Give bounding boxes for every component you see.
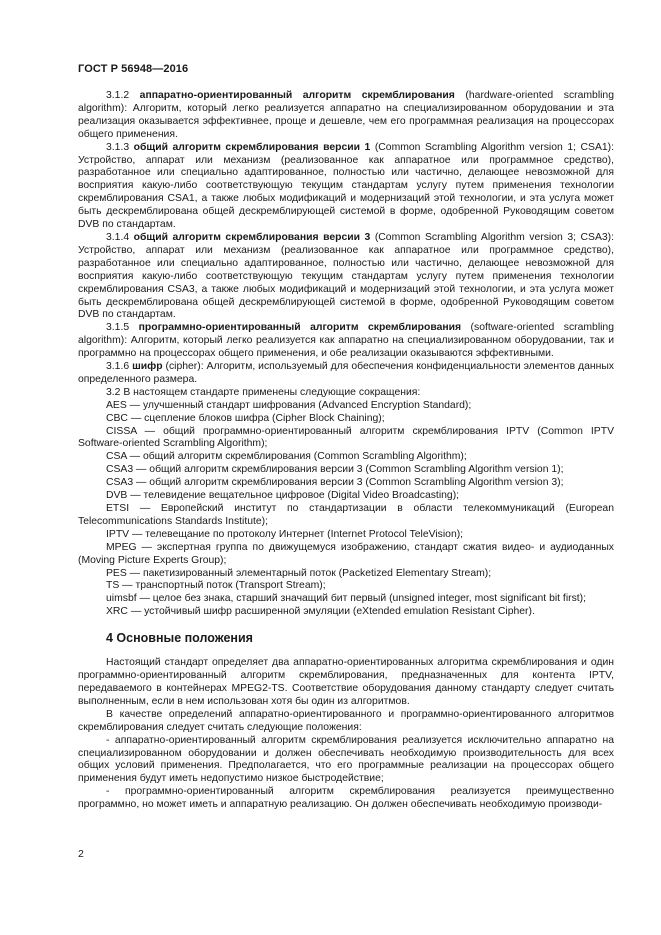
definition-term: общий алгоритм скремблирования версии 3 bbox=[133, 231, 371, 243]
abbreviations-intro: 3.2 В настоящем стандарте применены следующие сокращения: bbox=[106, 386, 421, 398]
abbreviation-item: PES — пакетизированный элементарный поток (Packetized Elementary Stream); bbox=[106, 567, 492, 579]
definition-term: программно-ориентированный алгоритм скремблирования bbox=[138, 322, 462, 334]
abbreviation-item: uimsbf — целое без знака, старший значащий бит первый (unsigned integer, most significant bit first); bbox=[106, 593, 587, 605]
abbreviation-item: ETSI — Европейский институт по стандартизации в области телекоммуникаций (European Telecommunications Standards Institute); bbox=[78, 503, 614, 527]
paragraph: - программно-ориентированный алгоритм скремблирования реализуется преимущественно программно, но может иметь и аппаратную реализацию. Он должен обеспечивать необходимую производи- bbox=[78, 786, 614, 811]
abbreviation-item: MPEG — экспертная группа по движущемуся изображению, стандарт сжатия видео- и аудиоданных (Moving Picture Experts Group); bbox=[78, 541, 614, 566]
definition-term: аппаратно-ориентированный алгоритм скремблирования bbox=[139, 90, 455, 101]
definition-3-1-4: 3.1.4 общий алгоритм скремблирования версии 3 (Common Scrambling Algorithm version 3; CSA3): Устройство, аппарат или механизм (реализованное как аппаратное или программное средство), разработанное или специально адаптированное, полностью или частично, делающее невозможной для восприятия какую-либо соответствующую текущим стандартам услугу путем применения технологии скремблирования CSA3, а также любых модификаций и модернизаций этой технологии, и эта услуга может быть дескремблирована общей дескремблирующей системой в форме, одобренной Руководящим советом DVB по стандартам. bbox=[78, 231, 615, 321]
document-header: ГОСТ Р 56948—2016 bbox=[78, 63, 189, 75]
abbreviation-item: CISSA — общий программно-ориентированный алгоритм скремблирования IPTV (Common IPTV Software-oriented Scrambling Algorithm); bbox=[78, 425, 614, 450]
abbreviation-item: CSA3 — общий алгоритм скремблирования версии 3 (Common Scrambling Algorithm version 1); bbox=[106, 464, 564, 476]
definition-3-1-3: 3.1.3 общий алгоритм скремблирования версии 1 (Common Scrambling Algorithm version 1; CSA1): Устройство, аппарат или механизм (реализованное как аппаратное или программное средство), разработанное или специально адаптированное, полностью или частично, делающее невозможной для восприятия какую-либо соответствующую текущим стандартам услугу путем применения технологии скремблирования CSA1, а также любых модификаций и модернизаций этой технологии, и эта услуга может быть дескремблирована общей дескремблирующей системой в форме, одобренной Руководящим советом DVB по стандартам. bbox=[78, 141, 615, 231]
abbreviation-item: TS — транспортный поток (Transport Stream); bbox=[106, 580, 326, 592]
section-title: 4 Основные положения bbox=[106, 631, 253, 646]
page-number: 2 bbox=[78, 848, 84, 860]
abbreviation-item: CSA — общий алгоритм скремблирования (Common Scrambling Algorithm); bbox=[106, 451, 467, 463]
definition-3-1-5: 3.1.5 программно-ориентированный алгоритм скремблирования (software-oriented scrambling algorithm): Алгоритм, который легко реализуется как аппаратно на специализированном оборудовании, так и программно на процессорах общего применения, и обе реализации оказываются эффективными. bbox=[78, 322, 614, 360]
paragraph: - аппаратно-ориентированный алгоритм скремблирования реализуется исключительно аппаратно на специализированном оборудовании и должен обеспечивать необходимую производительность для всех общих условий применения. Предполагается, что его программные реализации на процессорах общего применения будут иметь недопустимо низкое быстродействие; bbox=[78, 734, 614, 785]
abbreviation-item: AES — улучшенный стандарт шифрования (Advanced Encryption Standard); bbox=[106, 399, 472, 411]
abbreviation-item: CBC — сцепление блоков шифра (Cipher Block Chaining); bbox=[106, 412, 385, 424]
definition-term: общий алгоритм скремблирования версии 1 bbox=[133, 141, 371, 153]
definition-3-1-2: 3.1.2 аппаратно-ориентированный алгоритм скремблирования (hardware-oriented scrambling algorithm): Алгоритм, который легко реализуется аппаратно на специализированном оборудовании и эта реализация оказывается эффективнее, проще и дешевле, чем его программная реализация на процессорах общего применения. bbox=[78, 90, 614, 140]
definition-3-1-6: 3.1.6 шифр (cipher): Алгоритм, используемый для обеспечения конфиденциальности элементов данных определенного размера. bbox=[78, 361, 615, 385]
abbreviation-item: DVB — телевидение вещательное цифровое (Digital Video Broadcasting); bbox=[106, 490, 460, 502]
paragraph: В качестве определений аппаратно-ориентированного и программно-ориентированного алгоритмов скремблирования следует считать следующие положения: bbox=[78, 708, 614, 733]
document-body bbox=[78, 90, 614, 812]
abbreviation-item: IPTV — телевещание по протоколу Интернет (Internet Protocol TeleVision); bbox=[106, 528, 464, 540]
abbreviation-item: XRC — устойчивый шифр расширенной эмуляции (eXtended emulation Resistant Cipher). bbox=[106, 606, 535, 618]
paragraph: Настоящий стандарт определяет два аппаратно-ориентированных алгоритма скремблирования и один программно-ориентированный алгоритм скремблирования, предназначенных для контента IPTV, передаваемого в контейнерах MPEG2-TS. Соответствие оборудования данному стандарту следует считать выполненным, если в нем использован хотя бы один из алгоритмов. bbox=[78, 657, 614, 707]
abbreviation-item: CSA3 — общий алгоритм скремблирования версии 3 (Common Scrambling Algorithm version 3); bbox=[106, 477, 564, 489]
definition-term: шифр bbox=[132, 361, 163, 373]
